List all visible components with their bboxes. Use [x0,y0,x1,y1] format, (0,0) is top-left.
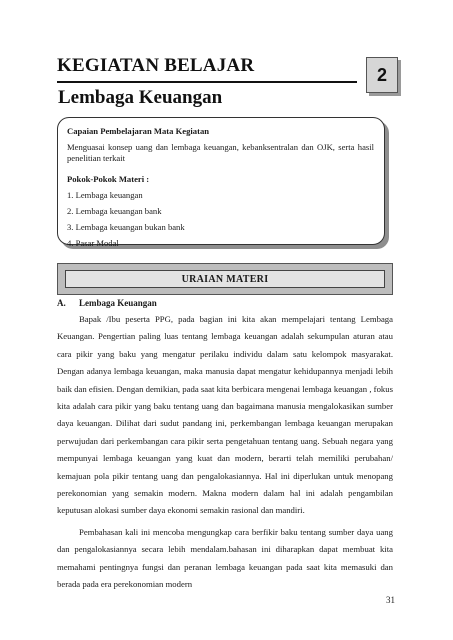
section-banner-inner [65,270,385,288]
materi-item: 3. Lembaga keuangan bukan bank [67,222,185,232]
outcomes-heading: Capaian Pembelajaran Mata Kegiatan [67,126,210,136]
outcomes-description: Menguasai konsep uang dan lembaga keuangan, kebanksentralan dan OJK, serta hasil penelitian terkait [67,142,374,163]
chapter-badge [366,57,398,93]
page-number: 31 [386,595,395,605]
section-banner [57,263,393,295]
section-letter: A. [57,298,66,308]
chapter-number: 2 [376,64,387,85]
materi-item: 4. Pasar Modal [67,238,119,248]
paragraph: Bapak /Ibu peserta PPG, pada bagian ini kita akan mempelajari tentang Lembaga Keuangan. Pengertian paling luas tentang lembaga keuangan adalah sekumpulan aturan atau cara pikir yang baku yang mengatur perilaku individu dalam satu kelompok masyarakat. Dengan adanya lembaga keuangan, maka manusia dapat mengatur kehidupannya menjadi lebih baik dan efisien. Dengan demikian, pada saat kita berbicara mengenai lembaga keuangan , fokus kita adalah cara pikir yang baku tentang uang dan bagaimana manusia mengalokasikan sumber daya keuangan. Dilihat dari sudut pandang ini, perkembangan lembaga keuangan merupakan perwujudan dari perkembangan cara pikir serta pengetahuan tentang uang. Sebuah negara yang mempunyai lembaga keuangan yang kuat dan modern, berarti telah memiliki perubahan/ kemajuan pola pikir tentang uang dan pengalokasiannya. Hal ini diperlukan untuk menopang perekonomian yang semakin modern. Makna modern dalam hal ini adalah pengambilan keputusan alokasi sumber daya ekonomi semakin rasional dan mandiri. [57,314,393,516]
materi-item: 1. Lembaga keuangan [67,190,143,200]
body-text [57,311,393,594]
paragraph: Pembahasan kali ini mencoba mengungkap cara berfikir baku tentang sumber daya uang dan pengalokasiannya secara lebih mendalam.bahasan ini diharapkan dapat membuat kita memahami pentingnya fungsi dan peranan lembaga keuangan pada saat kita memasuki dan berada pada era perekonomian modern [57,526,393,590]
section-banner-label: URAIAN MATERI [181,273,269,285]
materi-item: 2. Lembaga keuangan bank [67,206,162,216]
materi-list [67,190,374,249]
title-underline [57,81,357,83]
section-heading [57,298,157,308]
learning-outcomes-box [57,117,385,248]
page-subtitle: Lembaga Keuangan [58,87,223,108]
page-title: KEGIATAN BELAJAR [57,55,255,76]
materi-heading: Pokok-Pokok Materi : [67,174,150,184]
section-title: Lembaga Keuangan [79,298,157,308]
